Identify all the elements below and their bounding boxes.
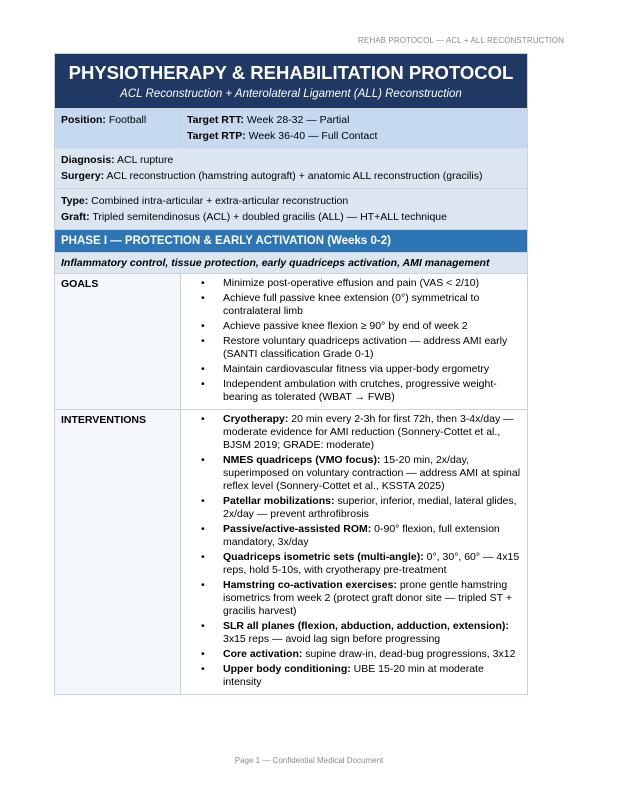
bullet-icon: • [201,363,205,375]
document-title: PHYSIOTHERAPY & REHABILITATION PROTOCOL [68,62,514,83]
list-item-heading: NMES quadriceps (VMO focus): [223,454,381,466]
list-item [181,579,521,618]
position-value: Football [108,114,147,126]
list-item [181,663,521,689]
bullet-icon: • [201,320,205,332]
bullet-icon: • [201,495,205,507]
list-item [181,495,521,521]
protocol-document [54,53,528,695]
interventions-list-cell [181,410,527,694]
bullet-icon: • [201,663,205,675]
list-item [181,620,521,646]
bullet-icon: • [201,413,205,425]
graft-value: Tripled semitendinosus (ACL) + doubled gracilis (ALL) — HT+ALL technique [92,211,447,223]
target-rtt-value: Week 28-32 — Partial [246,114,350,126]
list-item [181,277,521,290]
list-item [181,320,521,333]
diagnosis-value: ACL rupture [117,154,174,166]
list-item [181,335,521,361]
position-cell [55,109,181,147]
diagnosis-block [55,147,527,188]
target-rtt-label: Target RTT: [187,114,244,126]
list-item [181,648,521,661]
list-item-text: 3x15 reps — avoid lag sign before progressing [223,633,441,645]
goals-list [181,277,521,404]
list-item-text: 20 min every 2-3h for first 72h, then 3-4x/day — moderate evidence for AMI reduction (Sonnery-Cottet et al., BJSM 2019; GRADE: moderate) [223,413,514,451]
list-item [181,413,521,452]
list-item [181,551,521,577]
list-item-heading: Passive/active-assisted ROM: [223,523,372,535]
interventions-list [181,413,521,689]
interventions-row [55,409,527,694]
list-item-heading: Hamstring co-activation exercises: [223,579,397,591]
running-header: REHAB PROTOCOL — ACL + ALL RECONSTRUCTION [358,36,564,45]
bullet-icon: • [201,648,205,660]
list-item-text: 15-20 min, 2x/day, superimposed on voluntary contraction — address AMI at spinal reflex level (Sonnery-Cottet et al., KSSTA 2025) [223,454,521,492]
bullet-icon: • [201,277,205,289]
target-rtt [187,112,521,128]
list-item-text: Achieve passive knee flexion ≥ 90° by end of week 2 [223,320,468,332]
surgery-label: Surgery: [61,170,105,182]
technique-block [55,188,527,229]
bullet-icon: • [201,378,205,390]
list-item [181,378,521,404]
list-item-text: Minimize post-operative effusion and pain (VAS < 2/10) [223,277,480,289]
list-item-heading: Upper body conditioning: [223,663,351,675]
list-item-text: UBE 15-20 min at moderate intensity [223,663,484,688]
list-item-text: prone gentle hamstring isometrics from week 2 (protect graft donor site — tripled ST + gracilis harvest) [223,579,512,617]
target-cell [181,109,527,147]
target-rtp-label: Target RTP: [187,130,246,142]
phase-subtitle: Inflammatory control, tissue protection, early quadriceps activation, AMI management [55,252,527,273]
type-value: Combined intra-articular + extra-articular reconstruction [91,195,349,207]
list-item-heading: Quadriceps isometric sets (multi-angle): [223,551,424,563]
type-label: Type: [61,195,89,207]
list-item-heading: Cryotherapy: [223,413,289,425]
diagnosis-label: Diagnosis: [61,154,115,166]
target-rtp-value: Week 36-40 — Full Contact [248,130,378,142]
goals-row [55,273,527,409]
targets-row [55,108,527,147]
list-item-heading: Core activation: [223,648,303,660]
list-item-text: 0-90° flexion, full extension mandatory, 3x/day [223,523,500,548]
bullet-icon: • [201,335,205,347]
phase-title: PHASE I — PROTECTION & EARLY ACTIVATION (Weeks 0-2) [55,229,527,252]
diagnosis-line [61,152,521,168]
list-item-heading: SLR all planes (flexion, abduction, adduction, extension): [223,620,509,632]
bullet-icon: • [201,579,205,591]
page-footer: Page 1 — Confidential Medical Document [234,756,384,765]
list-item [181,454,521,493]
list-item [181,363,521,376]
goals-list-cell [181,274,527,409]
list-item-text: 0°, 30°, 60° — 4x15 reps, hold 5-10s, with cryotherapy pre-treatment [223,551,520,576]
list-item-text: Independent ambulation with crutches, progressive weight-bearing as tolerated (WBAT → FWB) [223,378,497,403]
list-item-text: Restore voluntary quadriceps activation — address AMI early (SANTI classification Grade 0-1) [223,335,508,360]
goals-label: GOALS [55,274,181,409]
graft-label: Graft: [61,211,90,223]
list-item-text: superior, inferior, medial, lateral glides, 2x/day — prevent arthrofibrosis [223,495,517,520]
graft-line [61,209,521,225]
list-item-text: Achieve full passive knee extension (0°) symmetrical to contralateral limb [223,292,480,317]
bullet-icon: • [201,523,205,535]
surgery-line [61,168,521,184]
bullet-icon: • [201,620,205,632]
list-item-text: supine draw-in, dead-bug progressions, 3x12 [302,648,516,660]
list-item-text: Maintain cardiovascular fitness via upper-body ergometry [223,363,490,375]
bullet-icon: • [201,292,205,304]
interventions-label: INTERVENTIONS [55,410,181,694]
title-block [55,54,527,108]
bullet-icon: • [201,551,205,563]
bullet-icon: • [201,454,205,466]
position-label: Position: [61,114,106,126]
list-item [181,292,521,318]
target-rtp [187,128,521,144]
list-item [181,523,521,549]
surgery-value: ACL reconstruction (hamstring autograft) + anatomic ALL reconstruction (gracilis) [106,170,483,182]
list-item-heading: Patellar mobilizations: [223,495,335,507]
document-subtitle: ACL Reconstruction + Anterolateral Ligament (ALL) Reconstruction [120,88,462,100]
type-line [61,193,521,209]
